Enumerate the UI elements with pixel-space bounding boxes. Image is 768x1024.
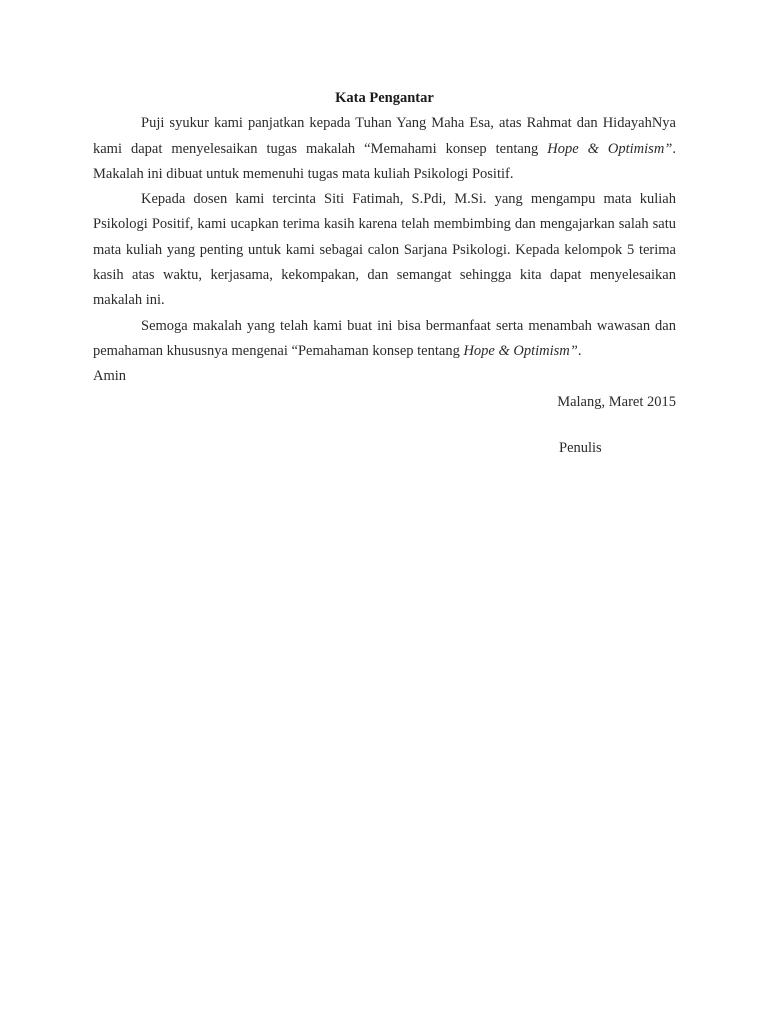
paragraph-text: Semoga makalah yang telah kami buat ini bisa bermanfaat serta menambah wawasan dan pemahaman khususnya mengenai “Pemahaman konsep tentang bbox=[93, 317, 676, 359]
place-date: Malang, Maret 2015 bbox=[557, 393, 676, 410]
closing-text: Amin bbox=[93, 368, 127, 385]
paragraph-italic-text: Hope & Optimism” bbox=[463, 342, 578, 359]
paragraph-italic-text: Hope & Optimism” bbox=[547, 140, 673, 157]
paragraph-text: . bbox=[577, 342, 582, 359]
document-body bbox=[93, 86, 676, 461]
author-signature: Penulis bbox=[559, 439, 602, 456]
paragraph-text: Kepada dosen kami tercinta Siti Fatimah, S.Pdi, M.Si. yang mengampu mata kuliah Psikologi Positif, kami ucapkan terima kasih karena telah membimbing dan mengajarkan salah satu mata kuliah yang penting untuk kami sebagai calon Sarjana Psikologi. Kepada kelompok 5 terima kasih atas waktu, kerjasama, kekompakan, dan semangat sehingga kita dapat menyelesaikan makalah ini. bbox=[93, 191, 676, 309]
paragraph-text: Puji syukur kami panjatkan kepada Tuhan Yang Maha Esa, atas Rahmat dan HidayahNya kami dapat menyelesaikan tugas makalah “Memahami konsep tentang bbox=[93, 115, 676, 157]
paragraph-text: . Makalah ini dibuat untuk memenuhi tugas mata kuliah Psikologi Positif. bbox=[93, 140, 676, 182]
paragraph-3 bbox=[93, 314, 676, 365]
document-title: Kata Pengantar bbox=[335, 90, 434, 106]
paragraph-2 bbox=[93, 187, 676, 313]
paragraph-1 bbox=[93, 111, 676, 187]
